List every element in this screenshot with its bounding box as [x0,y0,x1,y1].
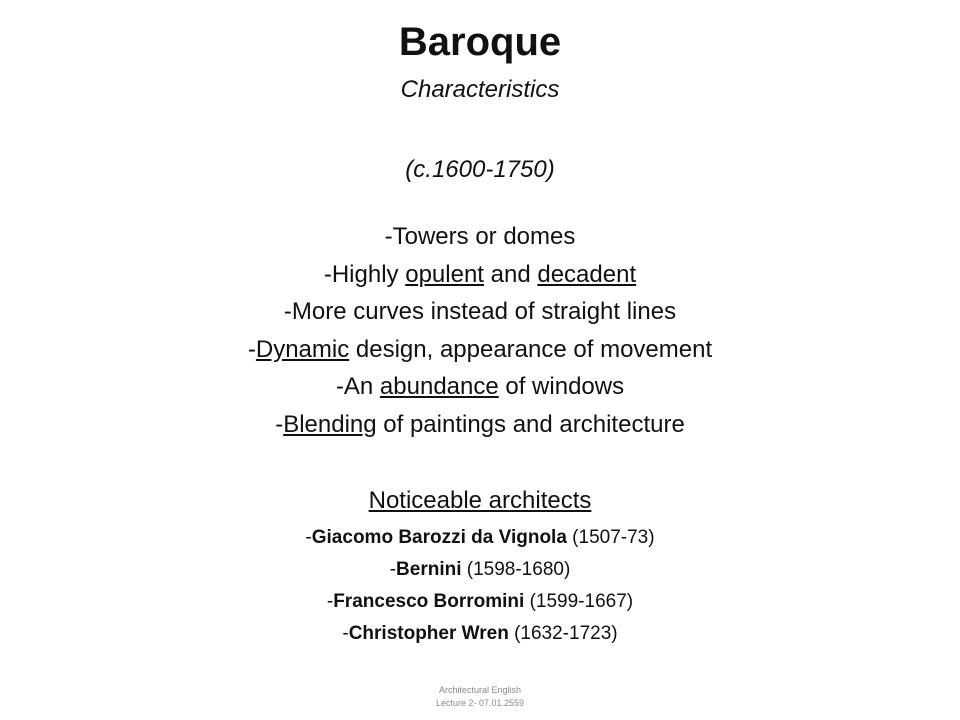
architect-dates: (1599-1667) [524,591,634,612]
architect-prefix: - [305,527,312,548]
slide-title: Baroque [398,20,562,64]
characteristic-item [0,293,960,331]
period-label: (c.1600-1750) [405,156,555,183]
architect-prefix: - [389,559,397,580]
characteristic-item [0,368,960,406]
architect-item [0,618,960,650]
characteristic-item [0,256,960,294]
characteristic-text: of windows [498,373,625,400]
characteristic-prefix: -Highly [323,260,406,288]
characteristic-item [0,406,960,444]
footer-course: Architectural English [438,685,522,695]
characteristic-text: More curves instead of straight lines [291,298,677,325]
characteristic-keyword: decadent [537,260,637,288]
characteristic-text: of paintings and architecture [376,410,685,438]
characteristic-item [0,331,960,369]
architects-list [0,522,960,650]
characteristic-keyword: opulent [405,260,484,288]
characteristic-text: design, appearance of movement [349,335,713,363]
architect-dates: (1507-73) [566,527,655,548]
characteristic-prefix: - [275,410,284,438]
architects-heading: Noticeable architects [368,487,592,514]
characteristic-item [0,218,960,256]
architect-name: Giacomo Barozzi da Vignola [311,527,567,548]
architect-name: Francesco Borromini [333,591,525,612]
architect-item [0,586,960,618]
architect-name: Christopher Wren [348,623,509,644]
characteristic-keyword: Blending [283,410,377,438]
architect-prefix: - [342,623,349,644]
characteristic-prefix: -An [335,373,380,400]
characteristic-text: Towers or domes [392,223,576,250]
slide-subtitle: Characteristics [400,76,560,103]
characteristic-keyword: abundance [379,373,499,400]
slide-footer [0,684,960,710]
architect-item [0,554,960,586]
architect-item [0,522,960,554]
characteristic-prefix: - [384,223,393,250]
architect-dates: (1632-1723) [508,623,618,644]
characteristic-connector: and [483,260,538,288]
architect-name: Bernini [396,559,462,580]
characteristics-list [0,218,960,443]
characteristic-keyword: Dynamic [255,335,350,363]
architect-prefix: - [326,591,334,612]
characteristic-prefix: - [283,298,292,325]
characteristic-prefix: - [247,335,256,363]
architect-dates: (1598-1680) [461,559,571,580]
footer-lecture: Lecture 2- 07.01.2559 [435,698,525,708]
